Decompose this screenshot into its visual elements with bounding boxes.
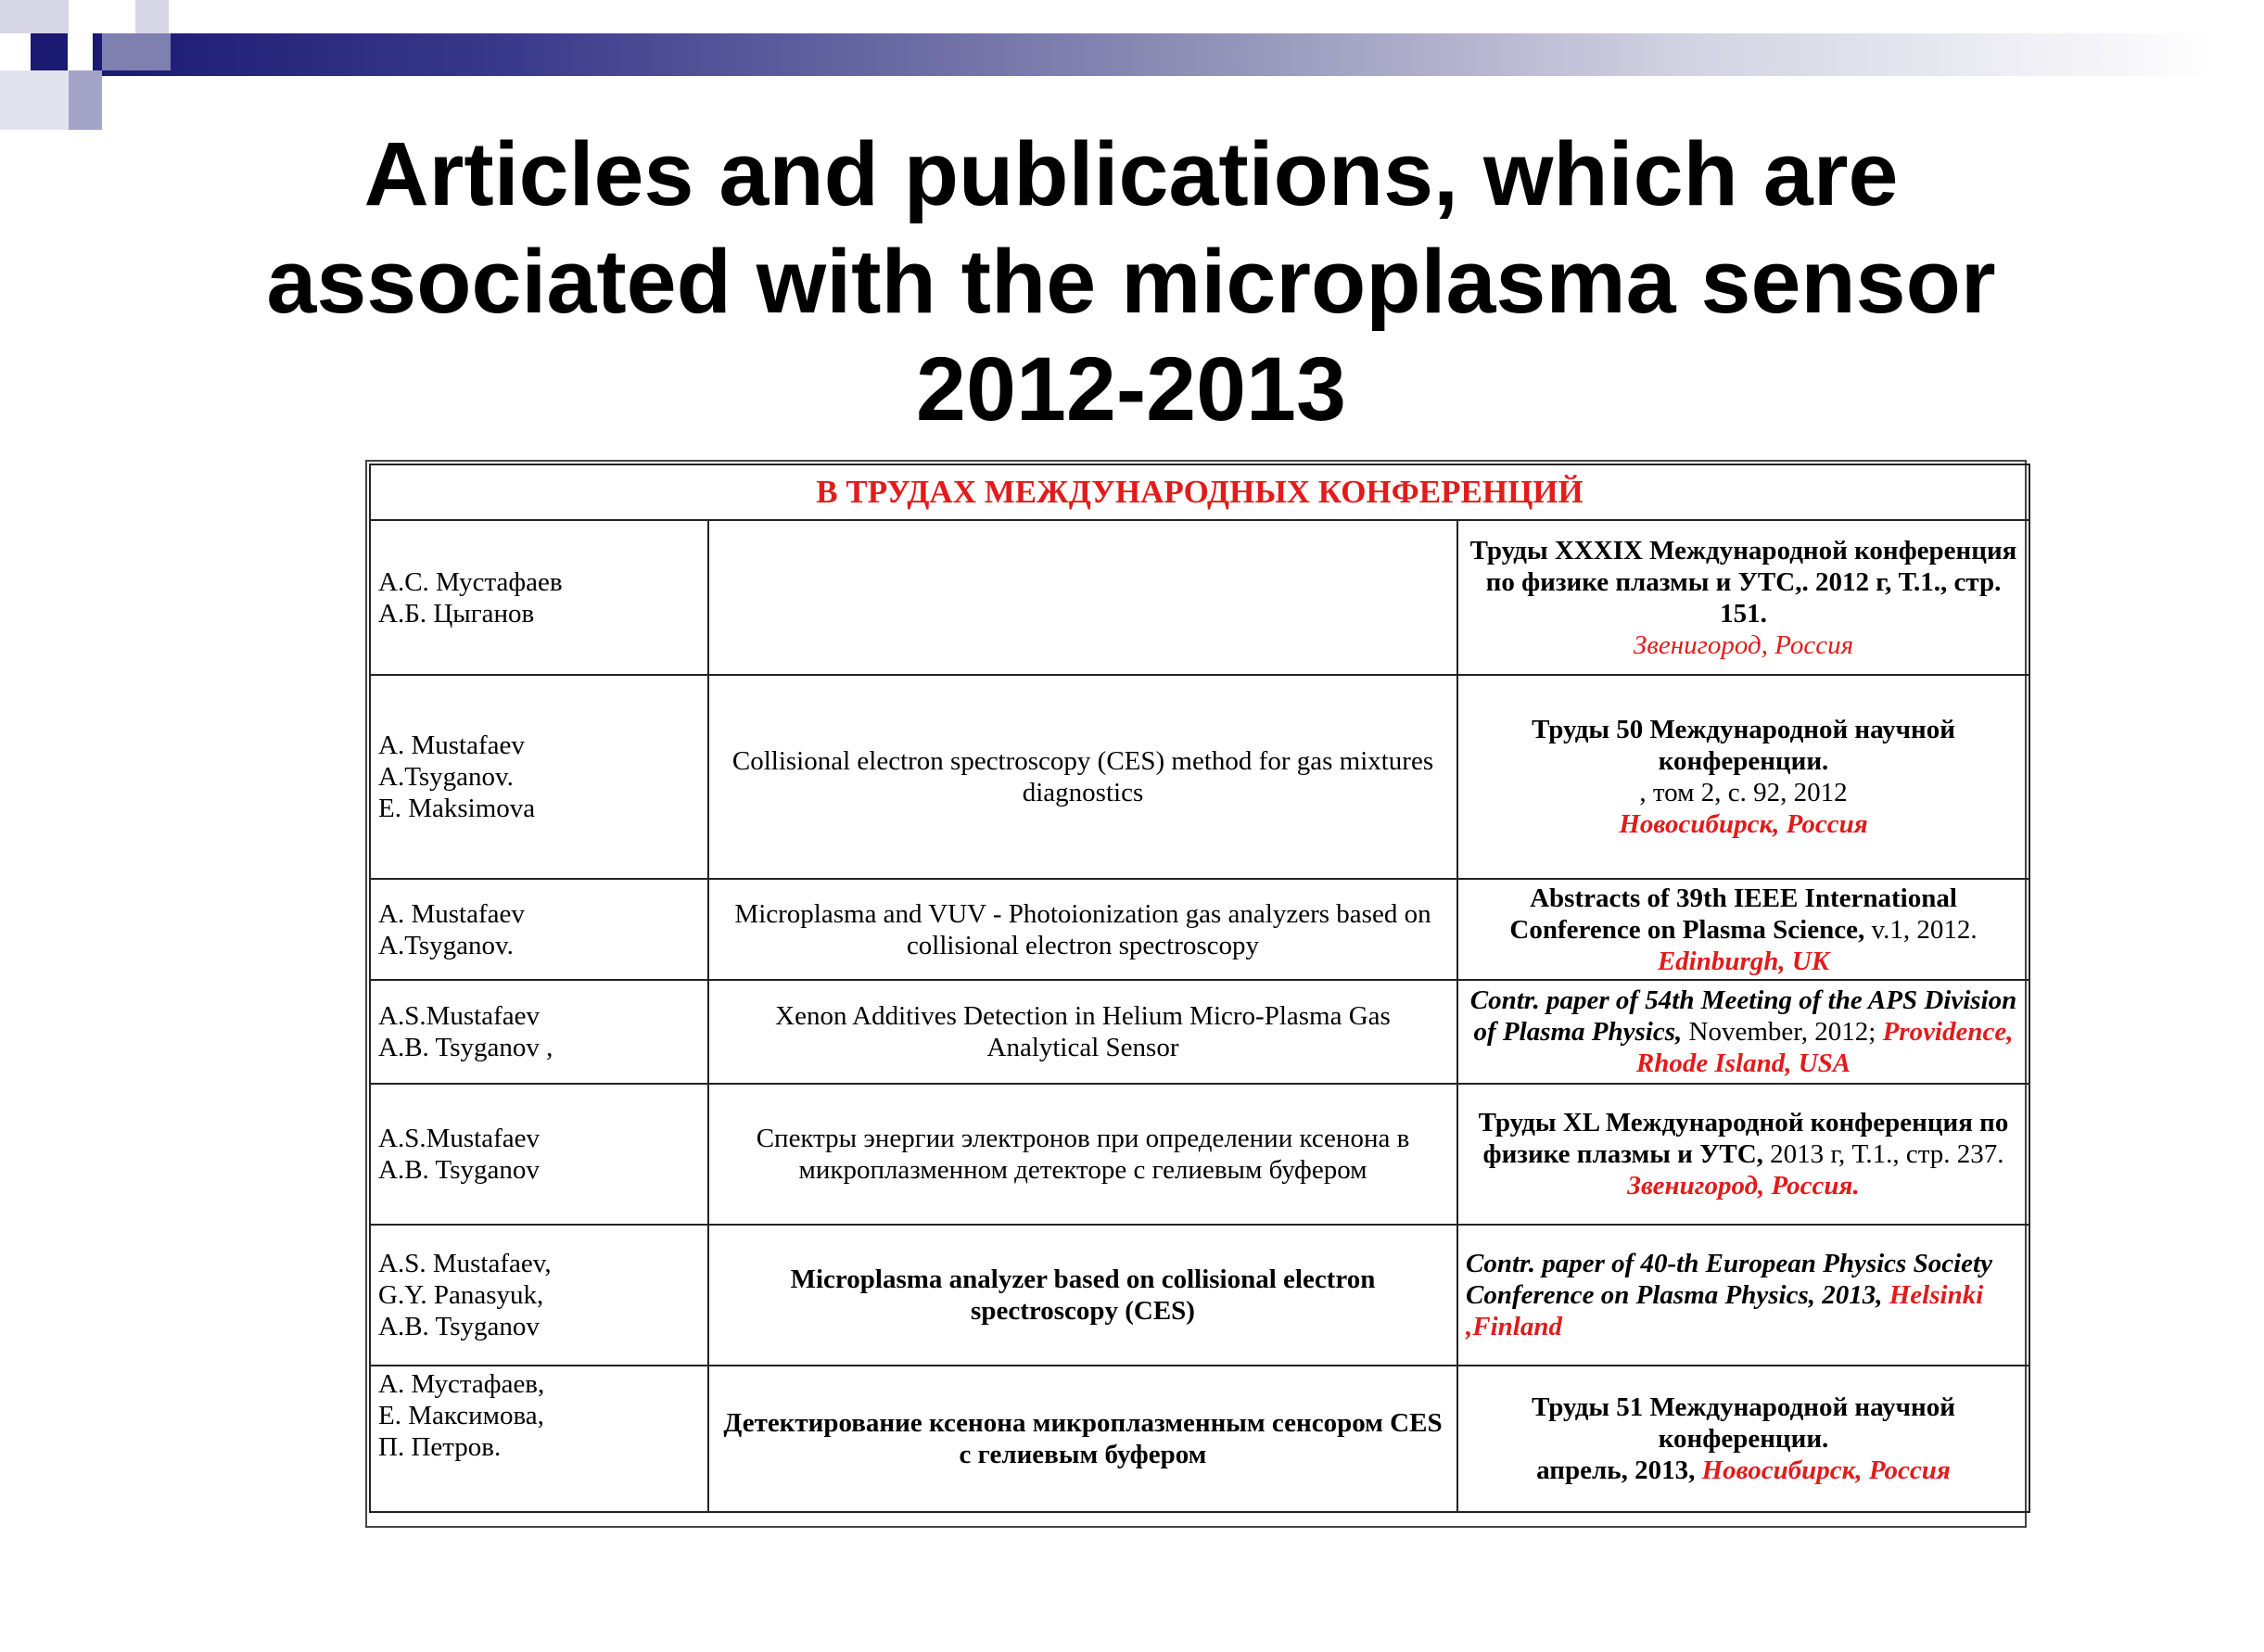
venue-cell — [1457, 1225, 2029, 1366]
authors-cell — [370, 1225, 708, 1366]
venue-detail: 2013 г, Т.1., стр. 237. — [1770, 1139, 2004, 1169]
authors-cell — [370, 980, 708, 1084]
author: A.B. Tsyganov — [378, 1155, 540, 1185]
venue-place: Звенигород, Россия — [1633, 629, 1854, 660]
table-row — [370, 1084, 2029, 1225]
title-line: 2012-2013 — [916, 338, 1346, 439]
author: A.S.Mustafaev — [378, 1001, 540, 1031]
table-row — [370, 520, 2029, 675]
author: Е. Максимова, — [378, 1401, 544, 1430]
authors-cell — [370, 1084, 708, 1225]
author: A.Tsyganov. — [378, 930, 514, 960]
publications-table — [369, 464, 2030, 1513]
table-header-row — [370, 464, 2029, 520]
article-cell: Спектры энергии электронов при определении ксенона в микроплазменном детекторе с гелиевым буфером — [708, 1084, 1457, 1225]
venue-cell — [1457, 1084, 2029, 1225]
venue-place: Providence, Rhode Island, USA — [1635, 1017, 2014, 1078]
venue-place: Helsinki ,Finland — [1466, 1280, 1984, 1341]
venue-place: Звенигород, Россия. — [1627, 1171, 1860, 1201]
slide-title — [167, 121, 2095, 443]
table-row — [370, 879, 2029, 980]
venue-cell — [1457, 1366, 2029, 1512]
authors-cell — [370, 675, 708, 879]
venue-cell — [1457, 675, 2029, 879]
article-cell: Детектирование ксенона микроплазменным сенсором CES с гелиевым буфером — [708, 1366, 1457, 1512]
venue-cell — [1457, 980, 2029, 1084]
author: A.Tsyganov. — [378, 762, 514, 792]
table-header: В ТРУДАХ МЕЖДУНАРОДНЫХ КОНФЕРЕНЦИЙ — [370, 464, 2029, 520]
header-gradient-band — [93, 33, 2216, 76]
venue-place: Новосибирск, Россия — [1619, 809, 1868, 839]
author: П. Петров. — [378, 1432, 502, 1462]
author: A. Mustafaev — [378, 898, 525, 929]
author: А. Мустафаев, — [378, 1369, 545, 1399]
deco-square — [0, 70, 69, 130]
venue-main: Труды XL Международной конференция по физике плазмы и УТС, — [1478, 1108, 2009, 1169]
table-row — [370, 1225, 2029, 1366]
author: A.S.Mustafaev — [378, 1124, 540, 1153]
venue-main: Труды 50 Международной научной конференции. — [1532, 715, 1955, 776]
title-line: associated with the microplasma sensor — [266, 231, 1996, 332]
venue-place: Edinburgh, UK — [1657, 946, 1830, 976]
deco-square — [135, 0, 169, 33]
venue-main: Abstracts of 39th IEEE International Conference on Plasma Science, — [1509, 883, 1957, 945]
author: A. Mustafaev — [378, 731, 525, 760]
deco-square — [69, 70, 102, 130]
author: А.Б. Цыганов — [378, 598, 535, 629]
article-cell — [708, 520, 1457, 675]
venue-main: Труды 51 Международной научной конференции. — [1532, 1392, 1955, 1454]
author: A.B. Tsyganov , — [378, 1033, 553, 1062]
venue-place: Новосибирск, Россия — [1701, 1455, 1951, 1485]
venue-main: Contr. paper of 40-th European Physics Society Conference on Plasma Physics, — [1466, 1249, 1992, 1310]
venue-main: Труды XXXIX Международной конференция по физике плазмы и УТС,. 2012 г, Т.1., стр. 151. — [1469, 535, 2017, 629]
article-cell: Microplasma and VUV - Photoionization gas analyzers based on collisional electron spectroscopy — [708, 879, 1457, 980]
deco-square — [0, 0, 69, 33]
venue-detail: , том 2, с. 92, 2012 — [1639, 778, 1848, 807]
title-line: Articles and publications, which are — [363, 123, 1899, 224]
venue-detail: November, 2012; — [1688, 1017, 1876, 1047]
article-cell: Collisional electron spectroscopy (CES) method for gas mixtures diagnostics — [708, 675, 1457, 879]
author: А.С. Мустафаев — [378, 566, 563, 597]
venue-main: Contr. paper of 54th Meeting of the APS Division of Plasma Physics, — [1469, 985, 2017, 1047]
author: G.Y. Panasyuk, — [378, 1280, 544, 1310]
authors-cell — [370, 1366, 708, 1512]
venue-detail: v.1, 2012. — [1871, 914, 1978, 945]
table-row — [370, 675, 2029, 879]
deco-square — [31, 33, 68, 70]
venue-cell — [1457, 879, 2029, 980]
authors-cell — [370, 879, 708, 980]
author: A.S. Mustafaev, — [378, 1249, 552, 1278]
venue-detail: 2013, — [1822, 1280, 1883, 1310]
venue-detail: апрель, 2013, — [1536, 1455, 1696, 1485]
deco-square — [102, 33, 171, 70]
author: A.B. Tsyganov — [378, 1312, 540, 1341]
article-cell: Xenon Additives Detection in Helium Micro-Plasma Gas Analytical Sensor — [708, 980, 1457, 1084]
author: E. Maksimova — [378, 794, 536, 823]
table-row — [370, 980, 2029, 1084]
table-row — [370, 1366, 2029, 1512]
authors-cell — [370, 520, 708, 675]
venue-cell — [1457, 520, 2029, 675]
article-cell: Microplasma analyzer based on collisional electron spectroscopy (CES) — [708, 1225, 1457, 1366]
